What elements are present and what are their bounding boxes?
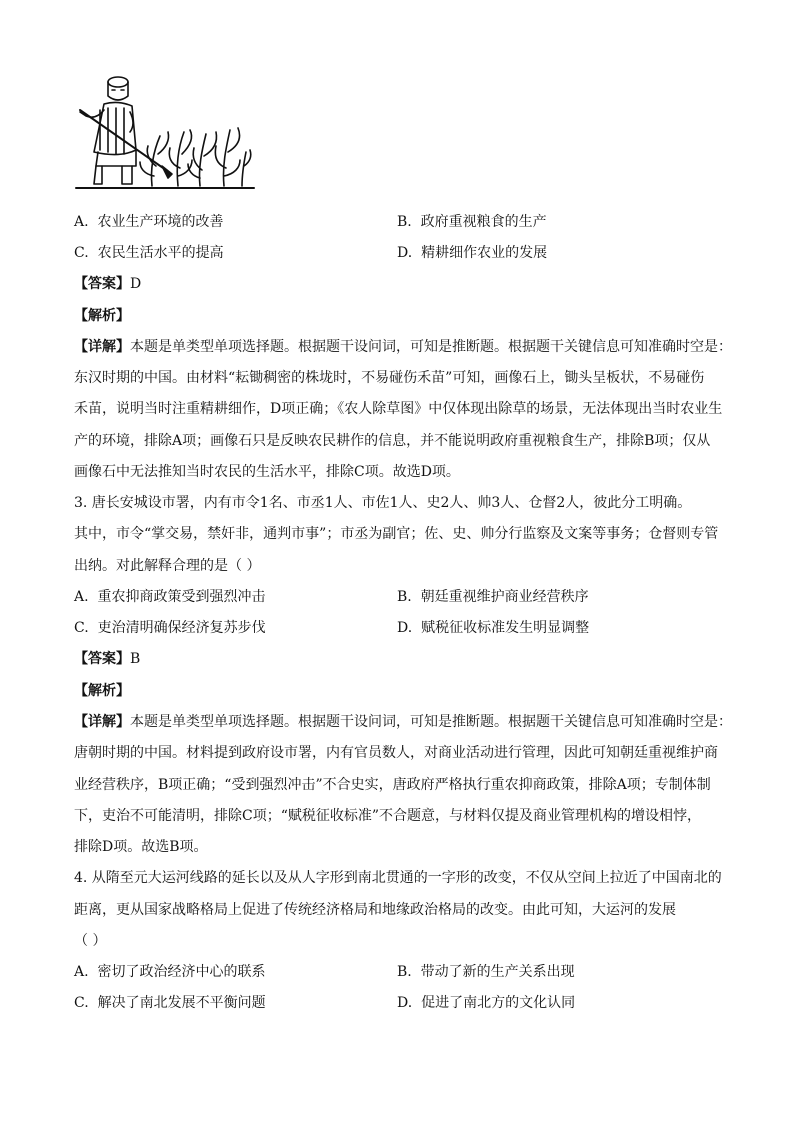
q3-stem-line: 其中，市令“掌交易，禁奸非，通判市事”；市丞为副官；佐、史、帅分行监察及文案等事务；仓督则专管 bbox=[74, 526, 719, 542]
q3-option-a[interactable]: A. 重农抑商政策受到强烈冲击 bbox=[74, 589, 266, 605]
q3-option-c[interactable]: C. 吏治清明确保经济复苏步伐 bbox=[74, 620, 266, 636]
q2-option-a[interactable]: A. 农业生产环境的改善 bbox=[74, 214, 224, 230]
q2-option-d[interactable]: D. 精耕细作农业的发展 bbox=[397, 245, 548, 261]
farmer-weeding-illustration bbox=[74, 70, 256, 192]
q3-option-b[interactable]: B. 朝廷重视维护商业经营秩序 bbox=[397, 589, 589, 605]
q3-analysis-line: 排除D项。故选B项。 bbox=[74, 839, 208, 855]
q2-option-c[interactable]: C. 农民生活水平的提高 bbox=[74, 245, 224, 261]
q2-analysis-line: 【详解】本题是单类型单项选择题。根据题干设问词，可知是推断题。根据题干关键信息可知准确时空是： bbox=[74, 339, 732, 355]
q4-option-c[interactable]: C. 解决了南北发展不平衡问题 bbox=[74, 995, 266, 1011]
q2-analysis-line: 禾苗，说明当时注重精耕细作，D项正确；《农人除草图》中仅体现出除草的场景，无法体现出当时农业生 bbox=[74, 401, 723, 417]
q3-analysis-line: 唐朝时期的中国。材料提到政府设市署，内有官员数人，对商业活动进行管理，因此可知朝廷重视维护商 bbox=[74, 745, 718, 761]
q4-stem-line: 4. 从隋至元大运河线路的延长以及从人字形到南北贯通的一字形的改变，不仅从空间上拉近了中国南北的 bbox=[74, 870, 722, 886]
q4-option-d[interactable]: D. 促进了南北方的文化认同 bbox=[397, 995, 576, 1011]
q3-analysis-line: 【详解】本题是单类型单项选择题。根据题干设问词，可知是推断题。根据题干关键信息可知准确时空是： bbox=[74, 714, 732, 730]
q3-option-d[interactable]: D. 赋税征收标准发生明显调整 bbox=[397, 620, 590, 636]
q3-stem-line: 3. 唐长安城设市署，内有市令1名、市丞1人、市佐1人、史2人、帅3人、仓督2人，彼此分工明确。 bbox=[74, 495, 692, 511]
q3-analysis-label: 【解析】 bbox=[74, 683, 130, 699]
q3-analysis-line: 下，吏治不可能清明，排除C项；“赋税征收标准”不合题意，与材料仅提及商业管理机构的增设相悖， bbox=[74, 808, 702, 824]
q2-analysis-line: 画像石中无法推知当时农民的生活水平，排除C项。故选D项。 bbox=[74, 464, 460, 480]
q4-option-b[interactable]: B. 带动了新的生产关系出现 bbox=[397, 964, 575, 980]
q2-analysis-label: 【解析】 bbox=[74, 308, 130, 324]
q4-option-a[interactable]: A. 密切了政治经济中心的联系 bbox=[74, 964, 266, 980]
q2-analysis-line: 东汉时期的中国。由材料“耘锄稠密的株垅时，不易碰伤禾苗”可知，画像石上，锄头呈板状，不易碰伤 bbox=[74, 370, 705, 386]
q2-analysis-line: 产的环境，排除A项；画像石只是反映农民耕作的信息，并不能说明政府重视粮食生产，排除B项；仅从 bbox=[74, 433, 711, 449]
q2-answer: 【答案】D bbox=[74, 276, 142, 292]
q3-analysis-line: 业经营秩序，B项正确；“受到强烈冲击”不合史实，唐政府严格执行重农抑商政策，排除A项；专制体制 bbox=[74, 777, 711, 793]
q4-stem-line: （ ） bbox=[74, 933, 107, 949]
q4-stem-line: 距离，更从国家战略格局上促进了传统经济格局和地缘政治格局的改变。由此可知，大运河的发展 bbox=[74, 902, 676, 918]
q3-answer: 【答案】B bbox=[74, 651, 141, 667]
q3-stem-line: 出纳。对此解释合理的是（ ） bbox=[74, 558, 261, 574]
q2-option-b[interactable]: B. 政府重视粮食的生产 bbox=[397, 214, 547, 230]
